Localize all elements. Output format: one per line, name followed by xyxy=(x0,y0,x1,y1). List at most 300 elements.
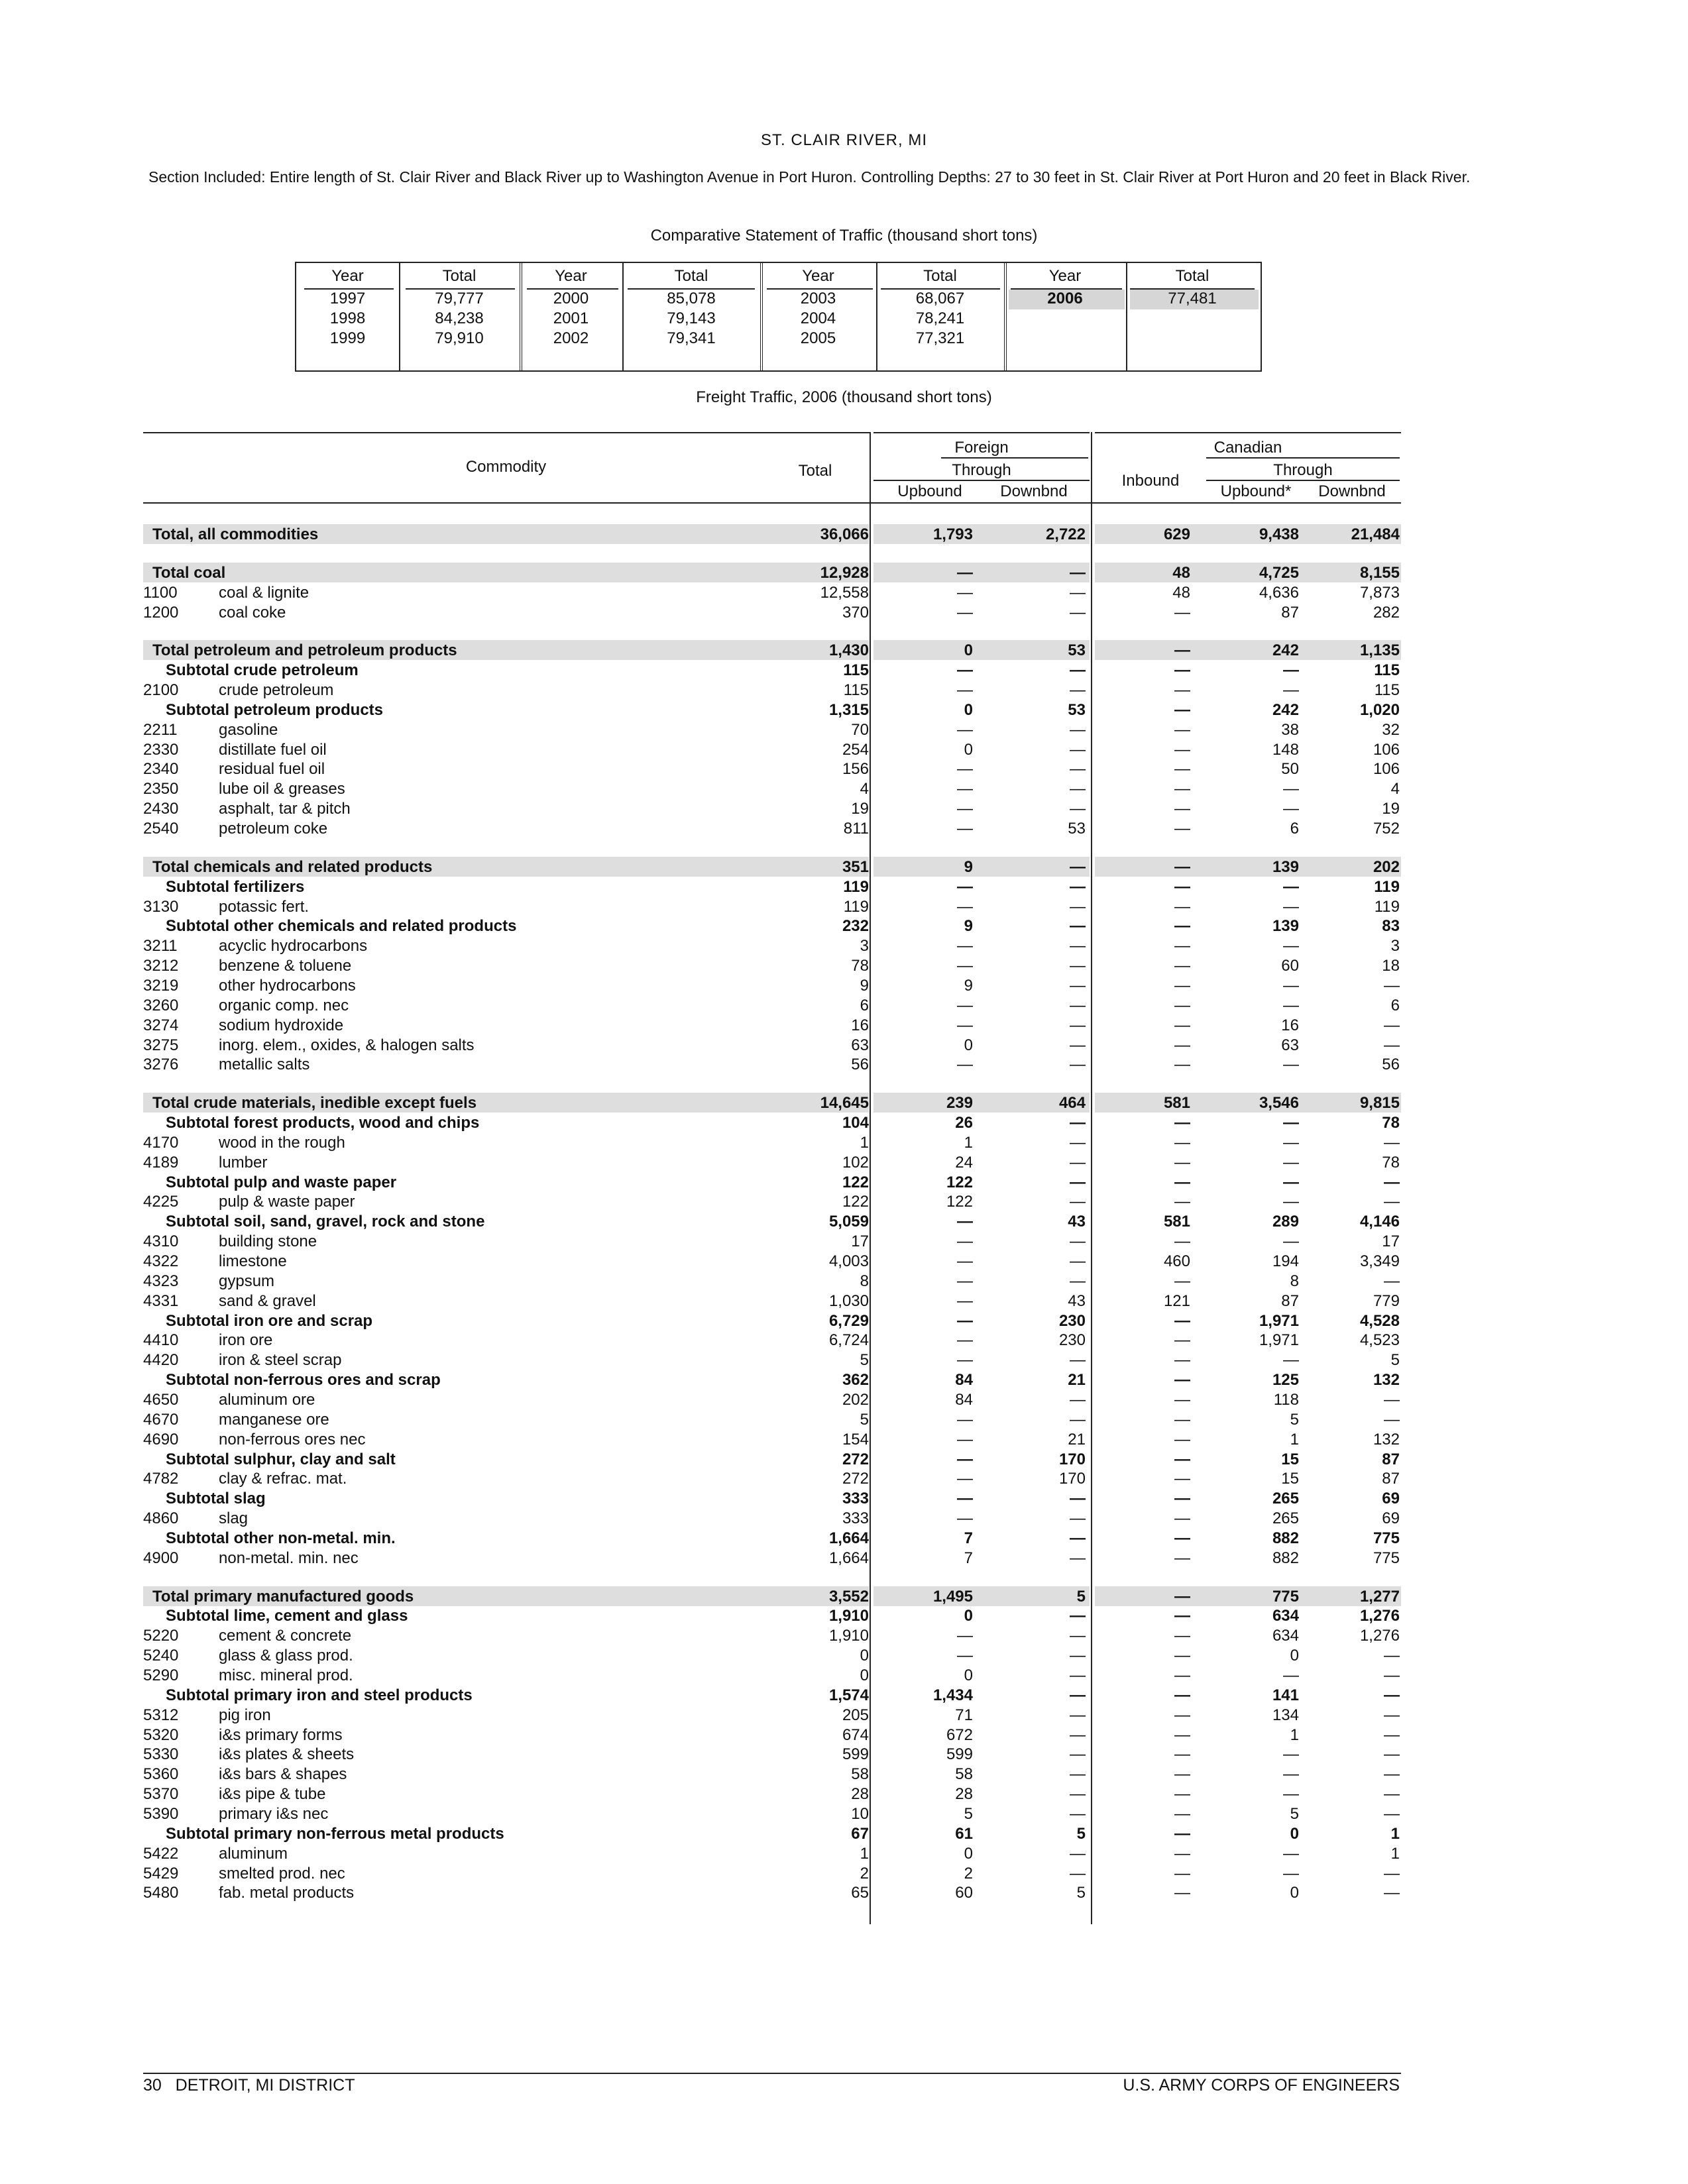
commodity-name: petroleum coke xyxy=(219,820,328,838)
foreign-upbound-cell: — xyxy=(957,878,973,896)
total-cell: 202 xyxy=(842,1391,869,1409)
year-cell: 2005 xyxy=(800,329,836,347)
canadian-upbound-cell: — xyxy=(1283,1865,1299,1883)
table-row xyxy=(0,956,1688,975)
table-row xyxy=(0,819,1688,838)
foreign-upbound-cell: — xyxy=(957,681,973,699)
total-cell: 115 xyxy=(843,681,869,699)
foreign-downbnd-cell: — xyxy=(1070,917,1086,935)
canadian-upbound-cell: — xyxy=(1283,1232,1299,1250)
commodity-name: metallic salts xyxy=(219,1056,310,1073)
total-cell: 36,066 xyxy=(820,525,869,543)
foreign-downbnd-cell: 230 xyxy=(1058,1331,1086,1349)
foreign-downbnd-cell: — xyxy=(1070,1056,1086,1073)
canadian-downbnd-cell: 119 xyxy=(1374,878,1400,896)
canadian-downbnd-cell: 106 xyxy=(1373,741,1400,759)
total-cell: 1,315 xyxy=(828,701,869,719)
canadian-upbound-cell: 87 xyxy=(1281,604,1299,622)
table-row xyxy=(0,1430,1688,1449)
total-cell: 77,481 xyxy=(1168,290,1217,307)
canadian-downbnd-cell: 1 xyxy=(1390,1825,1400,1843)
year-header: Year xyxy=(555,267,587,285)
commodity-code: 5220 xyxy=(143,1627,179,1645)
commodity-name: smelted prod. nec xyxy=(219,1865,345,1883)
foreign-upbound-cell: 672 xyxy=(946,1726,973,1744)
commodity-code: 2350 xyxy=(143,780,179,798)
canadian-inbound-cell: — xyxy=(1174,917,1190,935)
canadian-downbnd-cell: 132 xyxy=(1373,1371,1400,1389)
canadian-downbnd-cell: 132 xyxy=(1373,1431,1400,1448)
canadian-inbound-header: Inbound xyxy=(1121,472,1180,490)
total-row xyxy=(0,1587,1688,1606)
total-cell: 6,729 xyxy=(828,1312,869,1330)
foreign-upbound-cell: 58 xyxy=(955,1765,973,1783)
table-row xyxy=(0,1252,1688,1271)
canadian-upbound-cell: 50 xyxy=(1281,760,1299,778)
foreign-downbnd-cell: — xyxy=(1070,898,1086,916)
canadian-downbnd-cell: — xyxy=(1384,1726,1400,1744)
canadian-upbound-cell: 634 xyxy=(1272,1607,1299,1625)
table-row xyxy=(0,1192,1688,1211)
canadian-upbound-cell: — xyxy=(1283,1351,1299,1369)
table-row xyxy=(0,1706,1688,1725)
canadian-downbnd-cell: 56 xyxy=(1382,1056,1400,1073)
commodity-code: 4323 xyxy=(143,1272,179,1290)
total-cell: 1 xyxy=(860,1134,869,1152)
foreign-upbound-cell: — xyxy=(957,564,973,582)
year-cell: 1999 xyxy=(329,329,366,347)
foreign-downbnd-cell: — xyxy=(1070,1726,1086,1744)
canadian-downbnd-cell: 202 xyxy=(1373,858,1400,876)
canadian-inbound-cell: — xyxy=(1174,1529,1190,1547)
canadian-inbound-cell: — xyxy=(1174,1174,1190,1191)
foreign-upbound-cell: — xyxy=(957,1627,973,1645)
table-row xyxy=(0,1725,1688,1745)
canadian-inbound-cell: — xyxy=(1174,937,1190,955)
foreign-upbound-cell: 0 xyxy=(964,701,973,719)
subtotal-row xyxy=(0,1489,1688,1508)
foreign-downbnd-cell: — xyxy=(1070,1411,1086,1429)
table-row xyxy=(0,1509,1688,1528)
canadian-upbound-cell: — xyxy=(1283,780,1299,798)
canadian-upbound-cell: 15 xyxy=(1281,1450,1299,1468)
commodity-name: cement & concrete xyxy=(219,1627,352,1645)
foreign-downbnd-cell: — xyxy=(1070,1607,1086,1625)
commodity-code: 4650 xyxy=(143,1391,179,1409)
canadian-downbnd-cell: 87 xyxy=(1382,1470,1400,1488)
canadian-upbound-cell: 6 xyxy=(1290,820,1299,838)
subtotal-row xyxy=(0,1824,1688,1843)
commodity-name: lumber xyxy=(219,1154,268,1172)
canadian-downbnd-cell: — xyxy=(1384,1647,1400,1665)
year-cell: 2000 xyxy=(553,290,589,307)
foreign-through-header: Through xyxy=(952,461,1011,479)
foreign-upbound-cell: 0 xyxy=(964,1845,973,1863)
canadian-inbound-cell: — xyxy=(1174,1134,1190,1152)
page-title: ST. CLAIR RIVER, MI xyxy=(760,131,928,149)
canadian-inbound-cell: — xyxy=(1174,681,1190,699)
foreign-upbound-cell: — xyxy=(957,760,973,778)
commodity-code: 5360 xyxy=(143,1765,179,1783)
commodity-code: 4410 xyxy=(143,1331,179,1349)
section-included: Section Included: Entire length of St. Clair River and Black River up to Washington Avenue in Port Huron. Controlling Depths: 27 to 30 feet in St. Clair River at Port Huron and 20 feet in Black River. xyxy=(148,168,1471,186)
total-cell: 272 xyxy=(842,1470,869,1488)
foreign-downbnd-cell: — xyxy=(1070,1232,1086,1250)
foreign-upbound-cell: — xyxy=(957,820,973,838)
foreign-upbound-cell: — xyxy=(957,1490,973,1507)
total-cell: 68,067 xyxy=(915,290,965,307)
foreign-downbnd-cell: — xyxy=(1070,1765,1086,1783)
canadian-upbound-cell: 134 xyxy=(1272,1706,1299,1724)
foreign-downbnd-cell: — xyxy=(1070,1627,1086,1645)
canadian-downbnd-cell: 4,146 xyxy=(1359,1213,1400,1230)
canadian-inbound-cell: — xyxy=(1174,1627,1190,1645)
table-row xyxy=(0,681,1688,700)
foreign-header: Foreign xyxy=(954,439,1009,457)
canadian-downbnd-cell: 32 xyxy=(1382,721,1400,739)
foreign-upbound-cell: 5 xyxy=(964,1805,973,1823)
commodity-code: 4690 xyxy=(143,1431,179,1448)
year-header: Year xyxy=(331,267,364,285)
subtotal-row xyxy=(0,1450,1688,1469)
canadian-inbound-cell: — xyxy=(1174,1036,1190,1054)
foreign-upbound-cell: 0 xyxy=(964,1607,973,1625)
commodity-name: Subtotal other non-metal. min. xyxy=(166,1529,396,1547)
canadian-inbound-cell: — xyxy=(1174,641,1190,659)
commodity-name: i&s pipe & tube xyxy=(219,1785,326,1803)
total-cell: 4,003 xyxy=(828,1252,869,1270)
canadian-downbnd-cell: 21,484 xyxy=(1351,525,1400,543)
row-highlight xyxy=(873,857,1090,877)
total-cell: 79,143 xyxy=(667,309,716,327)
total-cell: 156 xyxy=(842,760,869,778)
foreign-upbound-cell: 7 xyxy=(964,1529,973,1547)
table-row xyxy=(0,603,1688,622)
canadian-upbound-cell: 15 xyxy=(1281,1470,1299,1488)
commodity-name: Subtotal forest products, wood and chips xyxy=(166,1114,480,1132)
foreign-upbound-cell: 0 xyxy=(964,741,973,759)
canadian-upbound-cell: — xyxy=(1283,1845,1299,1863)
canadian-upbound-cell: — xyxy=(1283,977,1299,995)
commodity-name: coal & lignite xyxy=(219,584,309,602)
commodity-name: Total coal xyxy=(152,564,226,582)
subtotal-row xyxy=(0,661,1688,680)
commodity-code: 3274 xyxy=(143,1016,179,1034)
canadian-upbound-header: Upbound* xyxy=(1220,482,1292,500)
foreign-downbnd-cell: 21 xyxy=(1068,1431,1086,1448)
foreign-downbnd-cell: 53 xyxy=(1068,701,1086,719)
total-row xyxy=(0,525,1688,544)
canadian-upbound-cell: 634 xyxy=(1272,1627,1299,1645)
commodity-code: 5320 xyxy=(143,1726,179,1744)
foreign-downbnd-cell: 170 xyxy=(1058,1470,1086,1488)
canadian-downbnd-cell: 7,873 xyxy=(1359,584,1400,602)
canadian-inbound-cell: — xyxy=(1174,878,1190,896)
total-cell: 674 xyxy=(842,1726,869,1744)
commodity-code: 1200 xyxy=(143,604,179,622)
commodity-code: 2430 xyxy=(143,800,179,818)
table-row xyxy=(0,1016,1688,1035)
canadian-downbnd-header: Downbnd xyxy=(1318,482,1386,500)
commodity-name: misc. mineral prod. xyxy=(219,1666,353,1684)
foreign-upbound-cell: — xyxy=(957,721,973,739)
commodity-code: 5390 xyxy=(143,1805,179,1823)
canadian-inbound-cell: — xyxy=(1174,760,1190,778)
canadian-downbnd-cell: 69 xyxy=(1382,1490,1400,1507)
table-row xyxy=(0,936,1688,956)
canadian-downbnd-cell: 3,349 xyxy=(1359,1252,1400,1270)
total-cell: 63 xyxy=(851,1036,869,1054)
foreign-downbnd-cell: — xyxy=(1070,800,1086,818)
total-cell: 370 xyxy=(842,604,869,622)
commodity-name: gypsum xyxy=(219,1272,275,1290)
foreign-downbnd-cell: — xyxy=(1070,1193,1086,1211)
table-row xyxy=(0,1469,1688,1488)
commodity-name: Subtotal non-ferrous ores and scrap xyxy=(166,1371,441,1389)
foreign-upbound-cell: — xyxy=(957,1252,973,1270)
row-highlight xyxy=(873,640,1090,660)
canadian-inbound-cell: — xyxy=(1174,1588,1190,1606)
subtotal-row xyxy=(0,1686,1688,1705)
canadian-inbound-cell: — xyxy=(1174,1884,1190,1902)
canadian-inbound-cell: — xyxy=(1174,1312,1190,1330)
foreign-downbnd-cell: — xyxy=(1070,878,1086,896)
canadian-inbound-cell: — xyxy=(1174,1845,1190,1863)
canadian-upbound-cell: — xyxy=(1283,1785,1299,1803)
foreign-upbound-cell: — xyxy=(957,1331,973,1349)
commodity-name: slag xyxy=(219,1509,249,1527)
canadian-downbnd-cell: 6 xyxy=(1390,997,1400,1014)
canadian-upbound-cell: 16 xyxy=(1281,1016,1299,1034)
total-cell: 232 xyxy=(842,917,869,935)
foreign-downbnd-cell: — xyxy=(1070,997,1086,1014)
commodity-code: 4860 xyxy=(143,1509,179,1527)
subtotal-row xyxy=(0,877,1688,897)
commodity-name: pig iron xyxy=(219,1706,271,1724)
commodity-name: potassic fert. xyxy=(219,898,309,916)
canadian-downbnd-cell: — xyxy=(1384,1174,1400,1191)
canadian-downbnd-cell: 115 xyxy=(1374,681,1400,699)
foreign-upbound-cell: — xyxy=(957,1509,973,1527)
commodity-name: i&s primary forms xyxy=(219,1726,343,1744)
canadian-inbound-cell: — xyxy=(1174,1785,1190,1803)
foreign-downbnd-cell: — xyxy=(1070,760,1086,778)
canadian-upbound-cell: — xyxy=(1283,878,1299,896)
canadian-upbound-cell: 63 xyxy=(1281,1036,1299,1054)
total-cell: 67 xyxy=(851,1825,869,1843)
commodity-code: 5422 xyxy=(143,1845,179,1863)
commodity-name: Subtotal other chemicals and related products xyxy=(166,917,517,935)
total-cell: 79,341 xyxy=(667,329,716,347)
canadian-upbound-cell: 139 xyxy=(1272,858,1299,876)
canadian-upbound-cell: 118 xyxy=(1273,1391,1299,1409)
foreign-upbound-cell: — xyxy=(957,780,973,798)
foreign-downbnd-cell: — xyxy=(1070,1745,1086,1763)
canadian-upbound-cell: — xyxy=(1283,1666,1299,1684)
table-row xyxy=(0,897,1688,916)
total-cell: 12,928 xyxy=(820,564,869,582)
canadian-downbnd-cell: 1,276 xyxy=(1359,1627,1400,1645)
canadian-inbound-cell: — xyxy=(1174,1607,1190,1625)
foreign-downbnd-cell: — xyxy=(1070,957,1086,975)
commodity-name: Total primary manufactured goods xyxy=(152,1588,414,1606)
canadian-inbound-cell: — xyxy=(1174,1272,1190,1290)
foreign-upbound-cell: 24 xyxy=(955,1154,973,1172)
canadian-upbound-cell: 87 xyxy=(1281,1292,1299,1310)
commodity-code: 4670 xyxy=(143,1411,179,1429)
canadian-inbound-cell: — xyxy=(1174,1056,1190,1073)
canadian-upbound-cell: 141 xyxy=(1272,1686,1299,1704)
canadian-inbound-cell: — xyxy=(1174,1016,1190,1034)
commodity-name: primary i&s nec xyxy=(219,1805,329,1823)
commodity-name: aluminum xyxy=(219,1845,288,1863)
foreign-upbound-cell: 0 xyxy=(964,1036,973,1054)
commodity-code: 4170 xyxy=(143,1134,179,1152)
foreign-upbound-cell: — xyxy=(957,1411,973,1429)
total-cell: 154 xyxy=(842,1431,869,1448)
foreign-upbound-cell: 1,434 xyxy=(932,1686,973,1704)
foreign-upbound-cell: — xyxy=(957,584,973,602)
foreign-upbound-cell: — xyxy=(957,1647,973,1665)
total-column-header: Total xyxy=(798,462,832,480)
table-row xyxy=(0,799,1688,818)
total-cell: 70 xyxy=(851,721,869,739)
foreign-upbound-cell: 9 xyxy=(964,977,973,995)
canadian-downbnd-cell: 4,523 xyxy=(1359,1331,1400,1349)
foreign-downbnd-cell: — xyxy=(1070,1036,1086,1054)
foreign-upbound-cell: — xyxy=(957,1470,973,1488)
foreign-upbound-cell: 26 xyxy=(955,1114,973,1132)
canadian-upbound-cell: — xyxy=(1283,1114,1299,1132)
canadian-inbound-cell: — xyxy=(1174,1805,1190,1823)
canadian-upbound-cell: 194 xyxy=(1272,1252,1299,1270)
commodity-code: 4189 xyxy=(143,1154,179,1172)
year-cell: 2004 xyxy=(800,309,836,327)
subtotal-row xyxy=(0,916,1688,936)
canadian-downbnd-cell: — xyxy=(1384,1272,1400,1290)
total-cell: 3 xyxy=(860,937,869,955)
foreign-upbound-cell: 2 xyxy=(964,1865,973,1883)
commodity-code: 1100 xyxy=(143,584,178,602)
year-cell: 1998 xyxy=(329,309,366,327)
canadian-upbound-cell: — xyxy=(1283,1745,1299,1763)
foreign-downbnd-header: Downbnd xyxy=(1000,482,1068,500)
canadian-downbnd-cell: — xyxy=(1384,1391,1400,1409)
total-row xyxy=(0,641,1688,660)
canadian-inbound-cell: — xyxy=(1174,741,1190,759)
canadian-upbound-cell: — xyxy=(1283,681,1299,699)
total-cell: 1,430 xyxy=(828,641,869,659)
commodity-name: Subtotal primary iron and steel products xyxy=(166,1686,473,1704)
canadian-upbound-cell: — xyxy=(1283,1193,1299,1211)
canadian-downbnd-cell: 4 xyxy=(1390,780,1400,798)
canadian-inbound-cell: — xyxy=(1174,820,1190,838)
foreign-downbnd-cell: — xyxy=(1070,858,1086,876)
commodity-code: 3212 xyxy=(143,957,179,975)
canadian-downbnd-cell: — xyxy=(1384,1745,1400,1763)
canadian-inbound-cell: — xyxy=(1174,1490,1190,1507)
total-cell: 1,574 xyxy=(828,1686,869,1704)
commodity-code: 4900 xyxy=(143,1549,179,1567)
total-cell: 17 xyxy=(851,1232,869,1250)
total-cell: 28 xyxy=(851,1785,869,1803)
total-cell: 6 xyxy=(860,997,869,1014)
total-cell: 1,664 xyxy=(828,1549,869,1567)
foreign-upbound-cell: — xyxy=(957,1213,973,1230)
foreign-upbound-cell: — xyxy=(957,898,973,916)
canadian-inbound-cell: — xyxy=(1174,780,1190,798)
foreign-upbound-cell: — xyxy=(957,1351,973,1369)
table-row xyxy=(0,779,1688,798)
foreign-downbnd-cell: — xyxy=(1070,1549,1086,1567)
table-row xyxy=(0,1291,1688,1311)
commodity-name: distillate fuel oil xyxy=(219,741,327,759)
canadian-downbnd-cell: 1,135 xyxy=(1359,641,1400,659)
commodity-name: fab. metal products xyxy=(219,1884,355,1902)
canadian-upbound-cell: 8 xyxy=(1290,1272,1299,1290)
canadian-downbnd-cell: 106 xyxy=(1373,760,1400,778)
table-row xyxy=(0,1784,1688,1804)
canadian-upbound-cell: 9,438 xyxy=(1259,525,1299,543)
subtotal-row xyxy=(0,1113,1688,1132)
foreign-upbound-cell: 1 xyxy=(964,1134,973,1152)
commodity-code: 3219 xyxy=(143,977,179,995)
canadian-downbnd-cell: — xyxy=(1384,1193,1400,1211)
foreign-upbound-cell: 9 xyxy=(964,917,973,935)
total-cell: 122 xyxy=(842,1193,869,1211)
subtotal-row xyxy=(0,1606,1688,1625)
canadian-inbound-cell: — xyxy=(1174,898,1190,916)
foreign-downbnd-cell: 464 xyxy=(1058,1094,1086,1112)
canadian-downbnd-cell: — xyxy=(1384,1884,1400,1902)
total-cell: 78 xyxy=(851,957,869,975)
canadian-downbnd-cell: — xyxy=(1384,1411,1400,1429)
year-cell: 2006 xyxy=(1047,290,1083,307)
canadian-upbound-cell: 5 xyxy=(1290,1411,1299,1429)
foreign-downbnd-cell: 2,722 xyxy=(1045,525,1086,543)
total-cell: 16 xyxy=(851,1016,869,1034)
table-row xyxy=(0,1036,1688,1055)
foreign-downbnd-cell: — xyxy=(1070,937,1086,955)
total-cell: 115 xyxy=(843,661,869,679)
canadian-downbnd-cell: — xyxy=(1384,1686,1400,1704)
canadian-upbound-cell: — xyxy=(1283,1765,1299,1783)
foreign-upbound-cell: 0 xyxy=(964,641,973,659)
canadian-inbound-cell: — xyxy=(1174,1765,1190,1783)
table-row xyxy=(0,1864,1688,1883)
commodity-code: 5330 xyxy=(143,1745,179,1763)
commodity-name: Subtotal slag xyxy=(166,1490,266,1507)
canadian-inbound-cell: 460 xyxy=(1163,1252,1190,1270)
foreign-downbnd-cell: — xyxy=(1070,1785,1086,1803)
canadian-downbnd-cell: 19 xyxy=(1382,800,1400,818)
canadian-downbnd-cell: 69 xyxy=(1382,1509,1400,1527)
canadian-upbound-cell: 0 xyxy=(1290,1825,1299,1843)
foreign-upbound-cell: 1,495 xyxy=(932,1588,973,1606)
total-header: Total xyxy=(923,267,957,285)
commodity-name: building stone xyxy=(219,1232,317,1250)
commodity-name: inorg. elem., oxides, & halogen salts xyxy=(219,1036,475,1054)
subtotal-row xyxy=(0,1311,1688,1331)
commodity-header: Commodity xyxy=(465,458,547,476)
total-cell: 79,910 xyxy=(435,329,484,347)
commodity-name: gasoline xyxy=(219,721,278,739)
canadian-downbnd-cell: — xyxy=(1384,1765,1400,1783)
canadian-inbound-cell: — xyxy=(1174,1114,1190,1132)
row-highlight xyxy=(1095,857,1401,877)
canadian-inbound-cell: — xyxy=(1174,1549,1190,1567)
canadian-inbound-cell: — xyxy=(1174,1726,1190,1744)
